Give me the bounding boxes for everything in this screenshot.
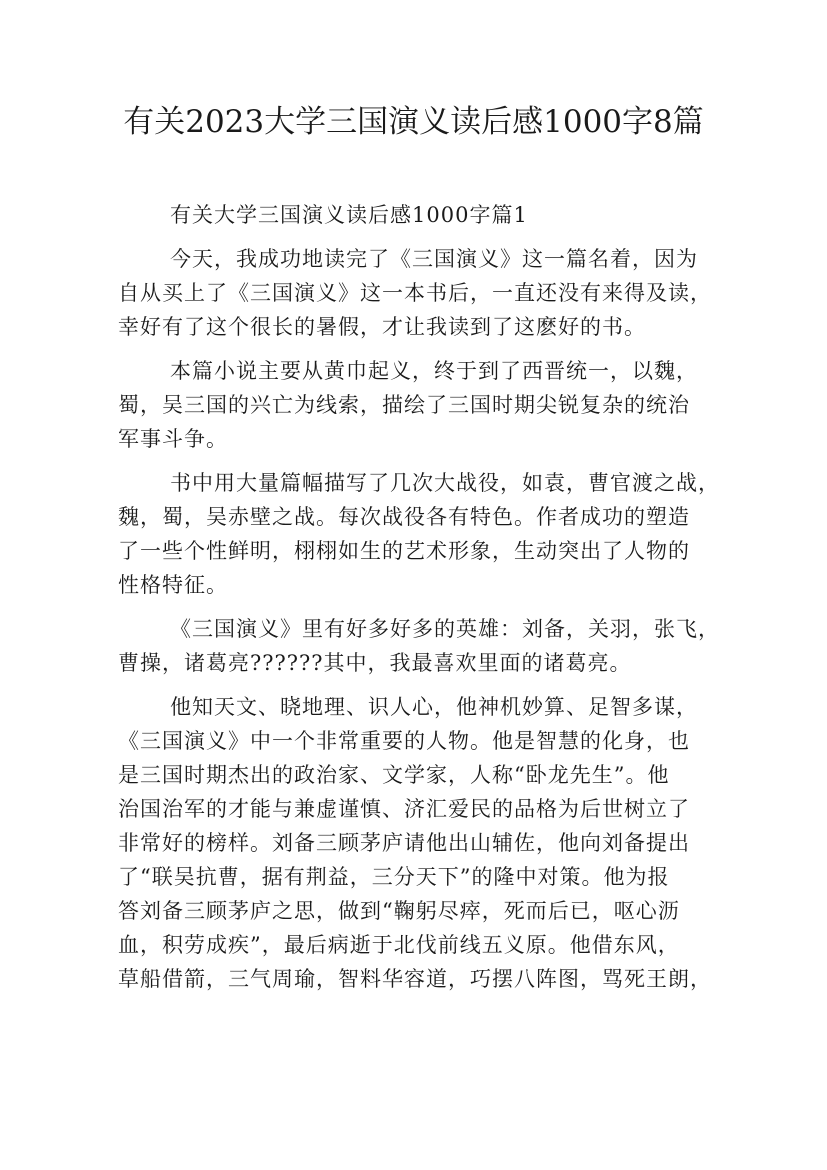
text-line: 本篇小说主要从黄巾起义，终于到了西晋统一，以魏，: [170, 359, 698, 383]
text-line: 曹操，诸葛亮??????其中，我最喜欢里面的诸葛亮。: [118, 651, 632, 675]
document-title: 有关2023大学三国演义读后感1000字8篇: [123, 104, 704, 140]
text-line: 《三国演义》中一个非常重要的人物。他是智慧的化身，也: [118, 729, 690, 753]
text-line: 血，积劳成疾”，最后病逝于北伐前线五义原。他借东风，: [118, 933, 680, 957]
document-body: [118, 198, 718, 996]
text-line: 幸好有了这个很长的暑假，才让我读到了这麽好的书。: [118, 315, 646, 339]
paragraph-gap: [118, 232, 718, 242]
text-line: 《三国演义》里有好多好多的英雄：刘备，关羽，张飞，: [170, 617, 720, 641]
text-line: 答刘备三顾茅庐之思，做到“鞠躬尽瘁，死而后已，呕心沥: [118, 899, 680, 923]
text-line: 他知天文、晓地理、识人心，他神机妙算、足智多谋，: [170, 695, 698, 719]
text-line: 性格特征。: [118, 573, 228, 597]
section-heading: 有关大学三国演义读后感1000字篇1: [170, 203, 528, 227]
paragraph-gap: [118, 456, 718, 466]
text-line: 是三国时期杰出的政治家、文学家，人称“卧龙先生”。他: [118, 763, 670, 787]
text-line: 了“联吴抗曹，据有荆益，三分天下”的隆中对策。他为报: [118, 865, 670, 889]
text-line: 魏，蜀，吴赤壁之战。每次战役各有特色。作者成功的塑造: [118, 505, 690, 529]
text-line: 自从买上了《三国演义》这一本书后，一直还没有来得及读，: [118, 281, 712, 305]
text-line: 书中用大量篇幅描写了几次大战役，如袁，曹官渡之战，: [170, 471, 720, 495]
paragraph-gap: [118, 602, 718, 612]
text-line: 了一些个性鲜明，栩栩如生的艺术形象，生动突出了人物的: [118, 539, 690, 563]
text-line: 蜀，吴三国的兴亡为线索，描绘了三国时期尖锐复杂的统治: [118, 393, 690, 417]
text-line: 今天，我成功地读完了《三国演义》这一篇名着，因为: [170, 247, 698, 271]
text-line: 治国治军的才能与兼虚谨慎、济汇爱民的品格为后世树立了: [118, 797, 690, 821]
text-line: 非常好的榜样。刘备三顾茅庐请他出山辅佐，他向刘备提出: [118, 831, 690, 855]
text-line: 草船借箭，三气周瑜，智料华容道，巧摆八阵图，骂死王朗，: [118, 967, 712, 991]
paragraph-gap: [118, 680, 718, 690]
paragraph-gap: [118, 344, 718, 354]
text-line: 军事斗争。: [118, 427, 228, 451]
